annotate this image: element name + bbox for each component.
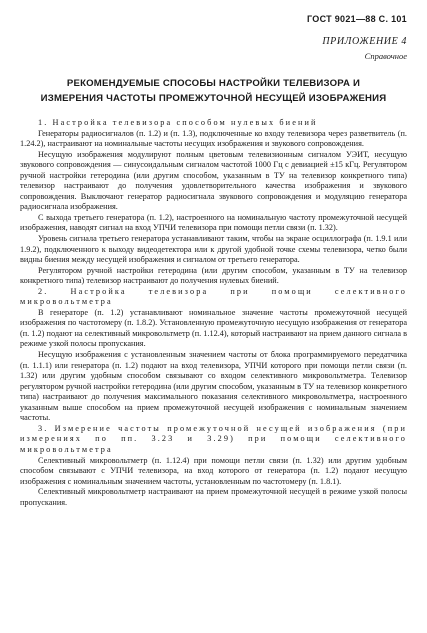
appendix-label: ПРИЛОЖЕНИЕ 4 — [322, 36, 407, 47]
appendix-block — [20, 36, 407, 62]
section-3-paragraph-1: Селективный микровольтметр (п. 1.12.4) при помощи петли связи (п. 1.32) или другим удобным способом связывают с УПЧИ телевизора, на вход которого от генератора (п. 1.2) подают несущую изображения с номинальным значением частоты, установленным по частотомеру (п. 1.8.1). — [20, 455, 407, 486]
document-body — [20, 118, 407, 508]
section-2-heading: 2. Настройка телевизора при помощи селективного микровольтметра — [20, 286, 407, 307]
running-head: ГОСТ 9021—88 С. 101 — [306, 14, 407, 24]
page-title — [20, 76, 407, 106]
section-2-paragraph-1: В генераторе (п. 1.2) устанавливают номинальное значение частоты промежуточной несущей изображения по частотомеру (п. 1.8.2). Установленную промежуточную несущую изображения от генератора (п. 1.2) подают на селективный микровольтметр (п. 1.12.4), который настраивают на прием данного сигнала в режиме узкой полосы пропускания. — [20, 307, 407, 349]
section-3-heading: 3. Измерение частоты промежуточной несущей изображения (при измерениях по пп. 3.23 и 3.29) при помощи селективного микровольтметра — [20, 423, 407, 454]
section-1-paragraph-5: Регулятором ручной настройки гетеродина (или другим способом, указанным в ТУ на телевизор конкретного типа) телевизор настраивают до получения нулевых биений. — [20, 265, 407, 286]
section-2-paragraph-2: Несущую изображения с установленным значением частоты от блока программируемого передатчика (п. 1.1.1) или генератора (п. 1.2) подают на вход телевизора, УПЧИ которого при помощи петли связи (п. 1.32) или другим удобным способом связывают со входом селективного микровольтметра. Телевизор регулятором ручной настройки гетеродина (или другим способом, указанным в ТУ на телевизор конкретного типа) настраивают до получения максимального показания селективного микровольтметра, настроенного указанным выше способом на прием промежуточной несущей изображения с номинальным значением частоты. — [20, 350, 407, 423]
section-1-paragraph-1: Генераторы радиосигналов (п. 1.2) и (п. 1.3), подключенные ко входу телевизора через разветвитель (п. 1.24.2), настраивают на номинальные частоты несущих изображения и звукового сопровождения. — [20, 128, 407, 149]
section-1-heading: 1. Настройка телевизора способом нулевых биений — [38, 118, 318, 127]
section-3-paragraph-2: Селективный микровольтметр настраивают на прием промежуточной несущей в режиме узкой полосы пропускания. — [20, 487, 407, 507]
section-1-paragraph-2: Несущую изображения модулируют полным цветовым телевизионным сигналом УЭИТ, несущую звукового сопровождения — синусоидальным сигналом частотой 1000 Гц с девиацией ±15 кГц. Регулятором ручной настройки гетеродина (или другим способом, указанным в ТУ на телевизор конкретного типа) телевизор настраивают до получения удовлетворительного качества изображения и звукового сопровождения. Выключают генератор радиосигнала звукового сопровождения и модуляцию генератора радиосигнала изображения. — [20, 149, 407, 212]
title-line-1: РЕКОМЕНДУЕМЫЕ СПОСОБЫ НАСТРОЙКИ ТЕЛЕВИЗОРА И — [66, 78, 361, 89]
section-1-paragraph-3: С выхода третьего генератора (п. 1.2), настроенного на номинальную частоту промежуточной несущей изображения, наводят сигнал на вход УПЧИ телевизора при помощи петли связи (п. 1.32). — [20, 212, 407, 233]
title-line-2: ИЗМЕРЕНИЯ ЧАСТОТЫ ПРОМЕЖУТОЧНОЙ НЕСУЩЕЙ ИЗОБРАЖЕНИЯ — [40, 93, 387, 104]
section-1-paragraph-4: Уровень сигнала третьего генератора устанавливают таким, чтобы на экране осциллографа (п. 1.9.1 или 1.9.2), подключенного к выходу видеодетектора или к другой удобной точке схемы телевизора, четко были видны биения между несущей изображения и сигналом от третьего генератора. — [20, 234, 407, 265]
appendix-status: Справочное — [364, 51, 407, 61]
